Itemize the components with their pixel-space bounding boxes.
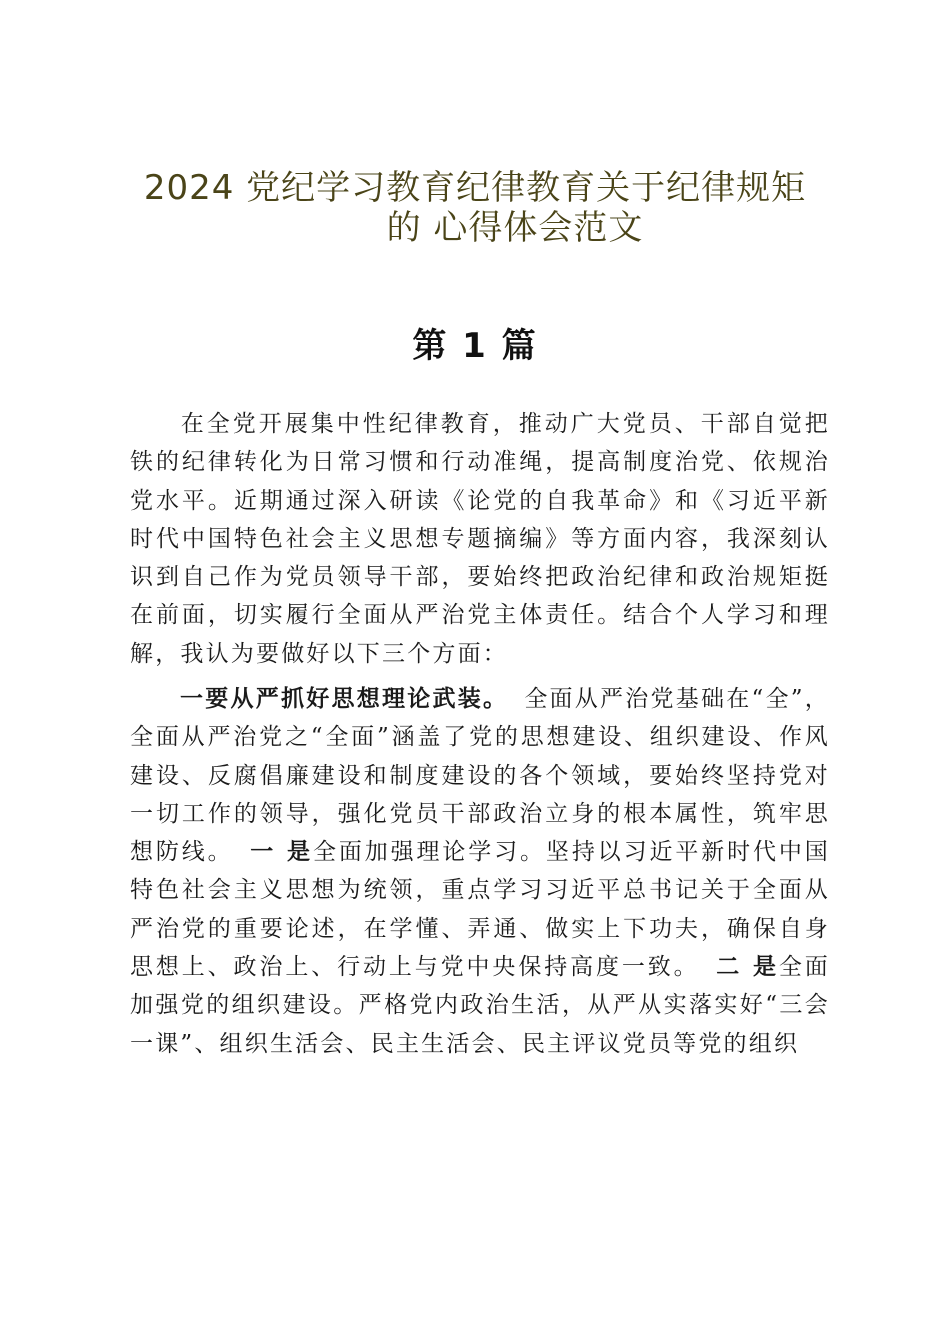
chapter-heading: 第 1 篇 (412, 326, 538, 366)
point-two-label: 二 是 (715, 953, 779, 981)
document-title-line1: 2024 党纪学习教育纪律教育关于纪律规矩 (143, 168, 807, 208)
section-text-c: 全面加强党的组织建设。严格党内政治生活，从严从实落实好“三会一课”、组织生活会、民主生活会、民主评议党员等党的组织 (130, 954, 831, 1057)
document-title-line2: 的 心得体会范文 (386, 208, 644, 248)
paragraph-intro (130, 405, 830, 673)
point-one-label: 一 是 (249, 838, 313, 866)
paragraph-intro-text: 在全党开展集中性纪律教育，推动广大党员、干部自觉把铁的纪律转化为日常习惯和行动准绳，提高制度治党、依规治党水平。近期通过深入研读《论党的自我革命》和《习近平新时代中国特色社会主义思想专题摘编》等方面内容，我深刻认识到自己作为党员领导干部，要始终把政治纪律和政治规矩挺在前面，切实履行全面从严治党主体责任。结合个人学习和理解，我认为要做好以下三个方面： (130, 411, 830, 667)
section-heading: 一要从严抓好思想理论武装。 (180, 685, 509, 712)
section-text-a: 全面从严治党基础在“全”，全面从严治党之“全面”涵盖了党的思想建设、组织建设、作风建设、反腐倡廉建设和制度建设的各个领域，要始终坚持党对一切工作的领导，强化党员干部政治立身的根本属性，筑牢思想防线。 (130, 686, 830, 866)
paragraph-section-one (130, 680, 830, 1063)
section-text-b: 全面加强理论学习。坚持以习近平新时代中国特色社会主义思想为统领，重点学习习近平总书记关于全面从严治党的重要论述，在学懂、弄通、做实上下功夫，确保自身思想上、政治上、行动上与党中央保持高度一致。 (130, 839, 831, 981)
